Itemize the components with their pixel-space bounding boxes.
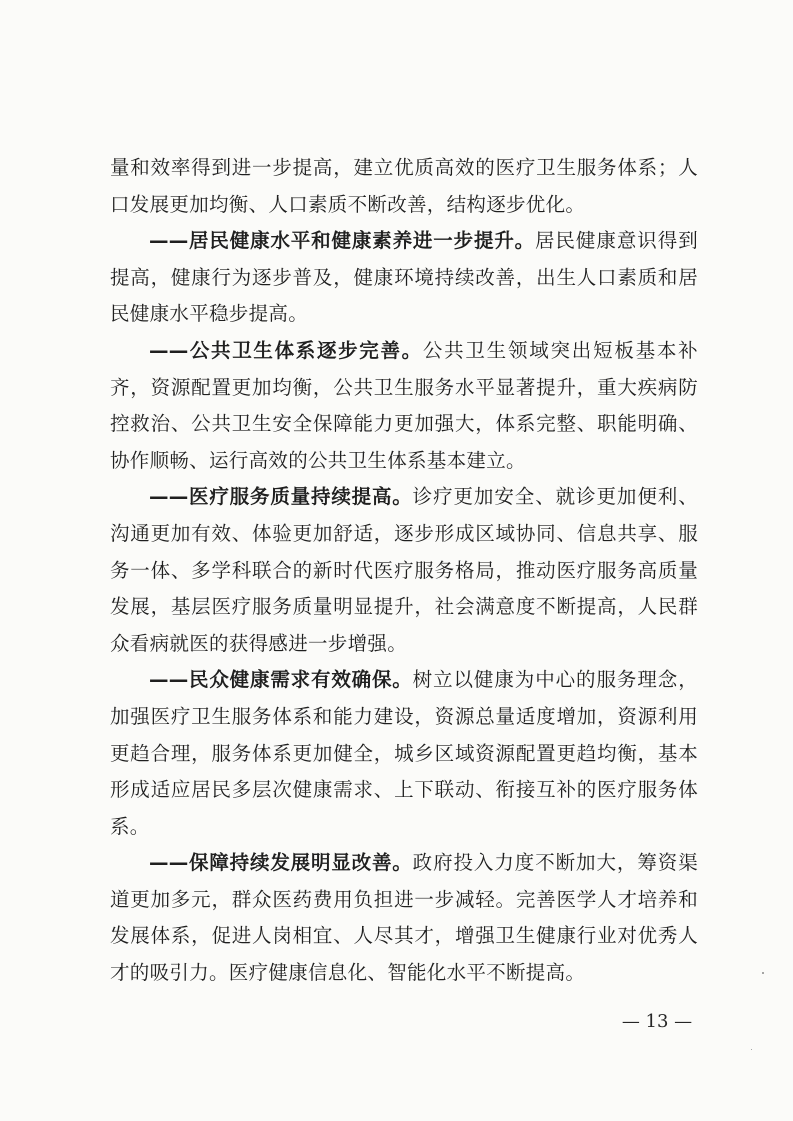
paragraph-medical-service: [110, 479, 698, 662]
scan-speck: [751, 1049, 752, 1050]
body-text: [110, 150, 698, 992]
paragraph-heading: ——公共卫生体系逐步完善。: [149, 338, 423, 362]
paragraph-text: 诊疗更加安全、就诊更加便利、沟通更加有效、体验更加舒适，逐步形成区域协同、信息共享、服务一体、多学科联合的新时代医疗服务格局，推动医疗服务高质量发展，基层医疗服务质量明显提升，社会满意度不断提高，人民群众看病就医的获得感进一步增强。: [110, 485, 698, 655]
paragraph-resident-health: [110, 223, 698, 333]
paragraph-text: 量和效率得到进一步提高，建立优质高效的医疗卫生服务体系；人口发展更加均衡、人口素质不断改善，结构逐步优化。: [110, 156, 698, 216]
paragraph-text: 政府投入力度不断加大，筹资渠道更加多元，群众医药费用负担进一步减轻。完善医学人才培养和发展体系，促进人岗相宜、人尽其才，增强卫生健康行业对优秀人才的吸引力。医疗健康信息化、智能化水平不断提高。: [110, 851, 698, 985]
page-number: — 13 —: [621, 1011, 693, 1032]
paragraph-text: 公共卫生领域突出短板基本补齐，资源配置更加均衡，公共卫生服务水平显著提升，重大疾病防控救治、公共卫生安全保障能力更加强大，体系完整、职能明确、协作顺畅、运行高效的公共卫生体系基本建立。: [110, 338, 698, 472]
paragraph-development-support: [110, 845, 698, 991]
paragraph-text: 树立以健康为中心的服务理念，加强医疗卫生服务体系和能力建设，资源总量适度增加，资源利用更趋合理，服务体系更加健全，城乡区域资源配置更趋均衡，基本形成适应居民多层次健康需求、上下联动、衔接互补的医疗服务体系。: [110, 668, 698, 838]
paragraph-heading: ——居民健康水平和健康素养进一步提升。: [149, 229, 536, 253]
paragraph-heading: ——保障持续发展明显改善。: [149, 851, 413, 875]
paragraph-continuation: [110, 150, 698, 223]
scan-speck: [762, 972, 764, 974]
paragraph-health-needs: [110, 662, 698, 845]
paragraph-heading: ——医疗服务质量持续提高。: [149, 485, 413, 509]
paragraph-public-health: [110, 333, 698, 479]
paragraph-heading: ——民众健康需求有效确保。: [149, 668, 413, 692]
paragraph-text: 居民健康意识得到提高，健康行为逐步普及，健康环境持续改善，出生人口素质和居民健康水平稳步提高。: [110, 229, 698, 326]
